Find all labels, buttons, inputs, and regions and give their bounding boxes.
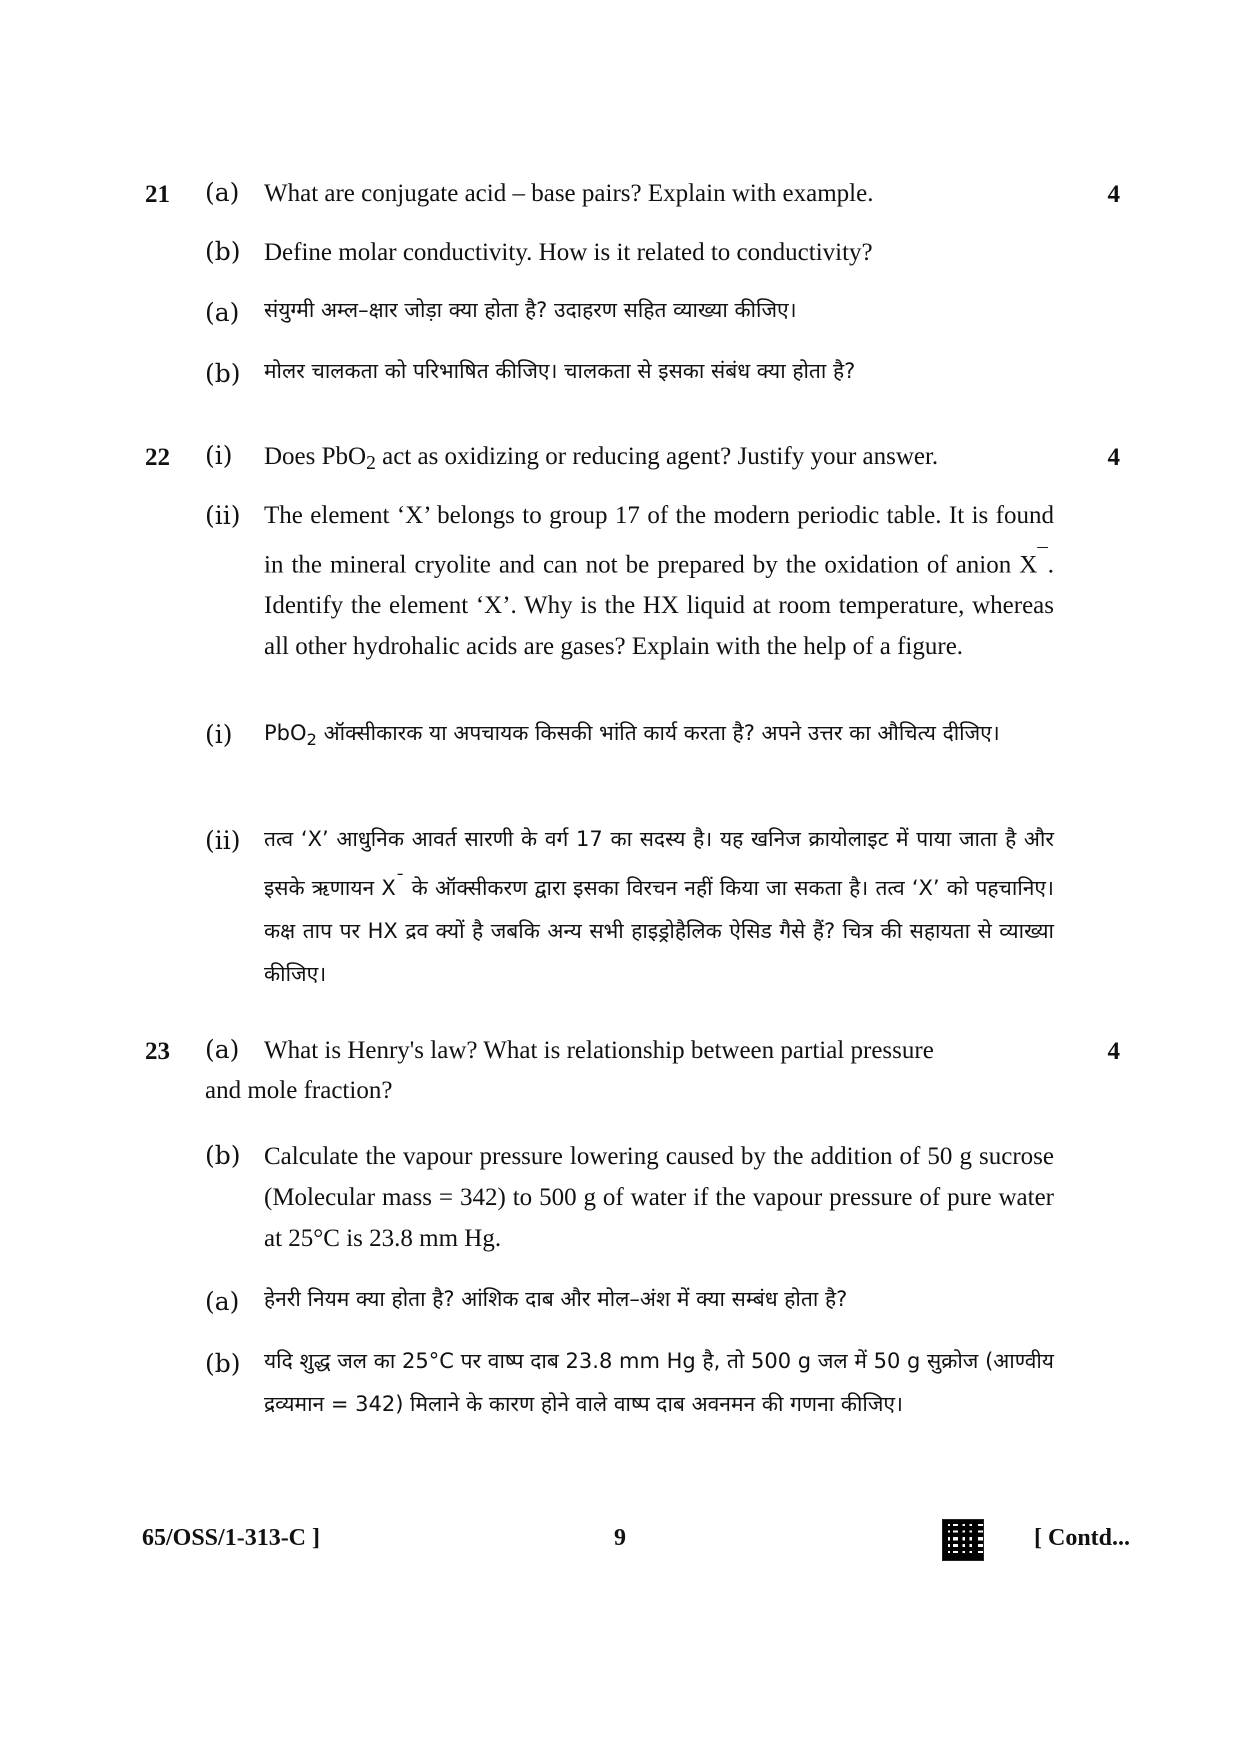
question-marks-22: 4 [1107,444,1120,471]
continued-label: [ Contd... [1034,1525,1131,1551]
q21-b-hi-text: मोलर चालकता को परिभाषित कीजिए। चालकता से इसका संबंध क्या होता है? [264,359,856,383]
q23-b-hi-label: (b) [205,1349,241,1378]
question-number-22: 22 [145,444,170,471]
q21-b-en-label: (b) [205,237,241,266]
q22-ii-en-post: . Identify the element ‘X’. Why is the HX liquid at room temperature, whereas all other hydrohalic acids are gases? Explain with the help of a figure. [264,551,1054,661]
q22-i-en-label: (i) [205,441,233,470]
q22-ii-en-sup: ¯ [1037,544,1048,568]
question-marks-23: 4 [1107,1038,1120,1065]
q21-b-hi-label: (b) [205,359,241,388]
q22-i-en-post: act as oxidizing or reducing agent? Justify your answer. [375,443,939,470]
q22-ii-hi-pre: तत्व ‘X’ आधुनिक आवर्त सारणी के वर्ग 17 का सदस्य है। यह खनिज क्रायोलाइट में पाया जाता है और इसके ऋणायन X [264,827,1054,900]
question-marks-21: 4 [1107,181,1120,208]
q22-i-hi-sub: 2 [306,729,317,749]
qr-code-icon [942,1519,984,1561]
q22-i-en-text [264,436,1054,479]
q22-ii-hi-text [264,818,1054,996]
q21-b-en-text: Define molar conductivity. How is it related to conductivity? [264,239,873,266]
q22-ii-hi-sup: ¯ [395,872,405,892]
q22-i-en-sub: 2 [366,453,376,475]
q23-a-en-line2: and mole fraction? [205,1077,393,1104]
page-number: 9 [614,1525,626,1551]
q22-i-en-pre: Does PbO [264,443,367,470]
q23-a-en-line1: What is Henry's law? What is relationship between partial pressure [264,1037,934,1064]
q23-a-hi-text: हेनरी नियम क्या होता है? आंशिक दाब और मोल–अंश में क्या सम्बंध होता है? [264,1287,848,1311]
q22-i-hi-text [264,712,1054,756]
q22-ii-hi-label: (ii) [205,826,241,855]
q21-a-en-label: (a) [205,178,240,207]
q23-b-hi-text: यदि शुद्ध जल का 25°C पर वाष्प दाब 23.8 mm Hg है, तो 500 g जल में 50 g सुक्रोज (आण्वीय द्रव्यमान = 342) मिलाने के कारण होने वाले वाष्प दाब अवनमन की गणना कीजिए। [264,1349,1054,1416]
q23-b-en-label: (b) [205,1141,241,1170]
q22-i-hi-post: ऑक्सीकारक या अपचायक किसकी भांति कार्य करता है? अपने उत्तर का औचित्य दीजिए। [316,721,1000,745]
q22-ii-en-pre: The element ‘X’ belongs to group 17 of the modern periodic table. It is found in the mineral cryolite and can not be prepared by the oxidation of anion X [264,502,1054,579]
q22-i-hi-pre: PbO [264,721,307,745]
question-number-21: 21 [145,181,170,208]
q22-ii-en-text [264,495,1054,667]
q21-a-hi-label: (a) [205,298,240,327]
paper-code: 65/OSS/1-313-C ] [142,1525,321,1551]
q23-a-en-label: (a) [205,1035,240,1064]
q23-b-en-text: Calculate the vapour pressure lowering caused by the addition of 50 g sucrose (Molecular mass = 342) to 500 g of water if the vapour pressure of pure water at 25°C is 23.8 mm Hg. [264,1143,1054,1252]
question-number-23: 23 [145,1038,170,1065]
q21-a-en-text: What are conjugate acid – base pairs? Explain with example. [264,180,874,207]
q23-a-hi-label: (a) [205,1287,240,1316]
q22-ii-hi-post: के ऑक्सीकरण द्वारा इसका विरचन नहीं किया जा सकता है। तत्व ‘X’ को पहचानिए। कक्ष ताप पर HX द्रव क्यों है जबकि अन्य सभी हाइड्रोहैलिक ऐसिड गैसे हैं? चित्र की सहायता से व्याख्या कीजिए। [264,876,1054,986]
q21-a-hi-text: संयुग्मी अम्ल–क्षार जोड़ा क्या होता है? उदाहरण सहित व्याख्या कीजिए। [264,298,797,322]
q22-ii-en-label: (ii) [205,501,241,530]
q22-i-hi-label: (i) [205,720,233,749]
